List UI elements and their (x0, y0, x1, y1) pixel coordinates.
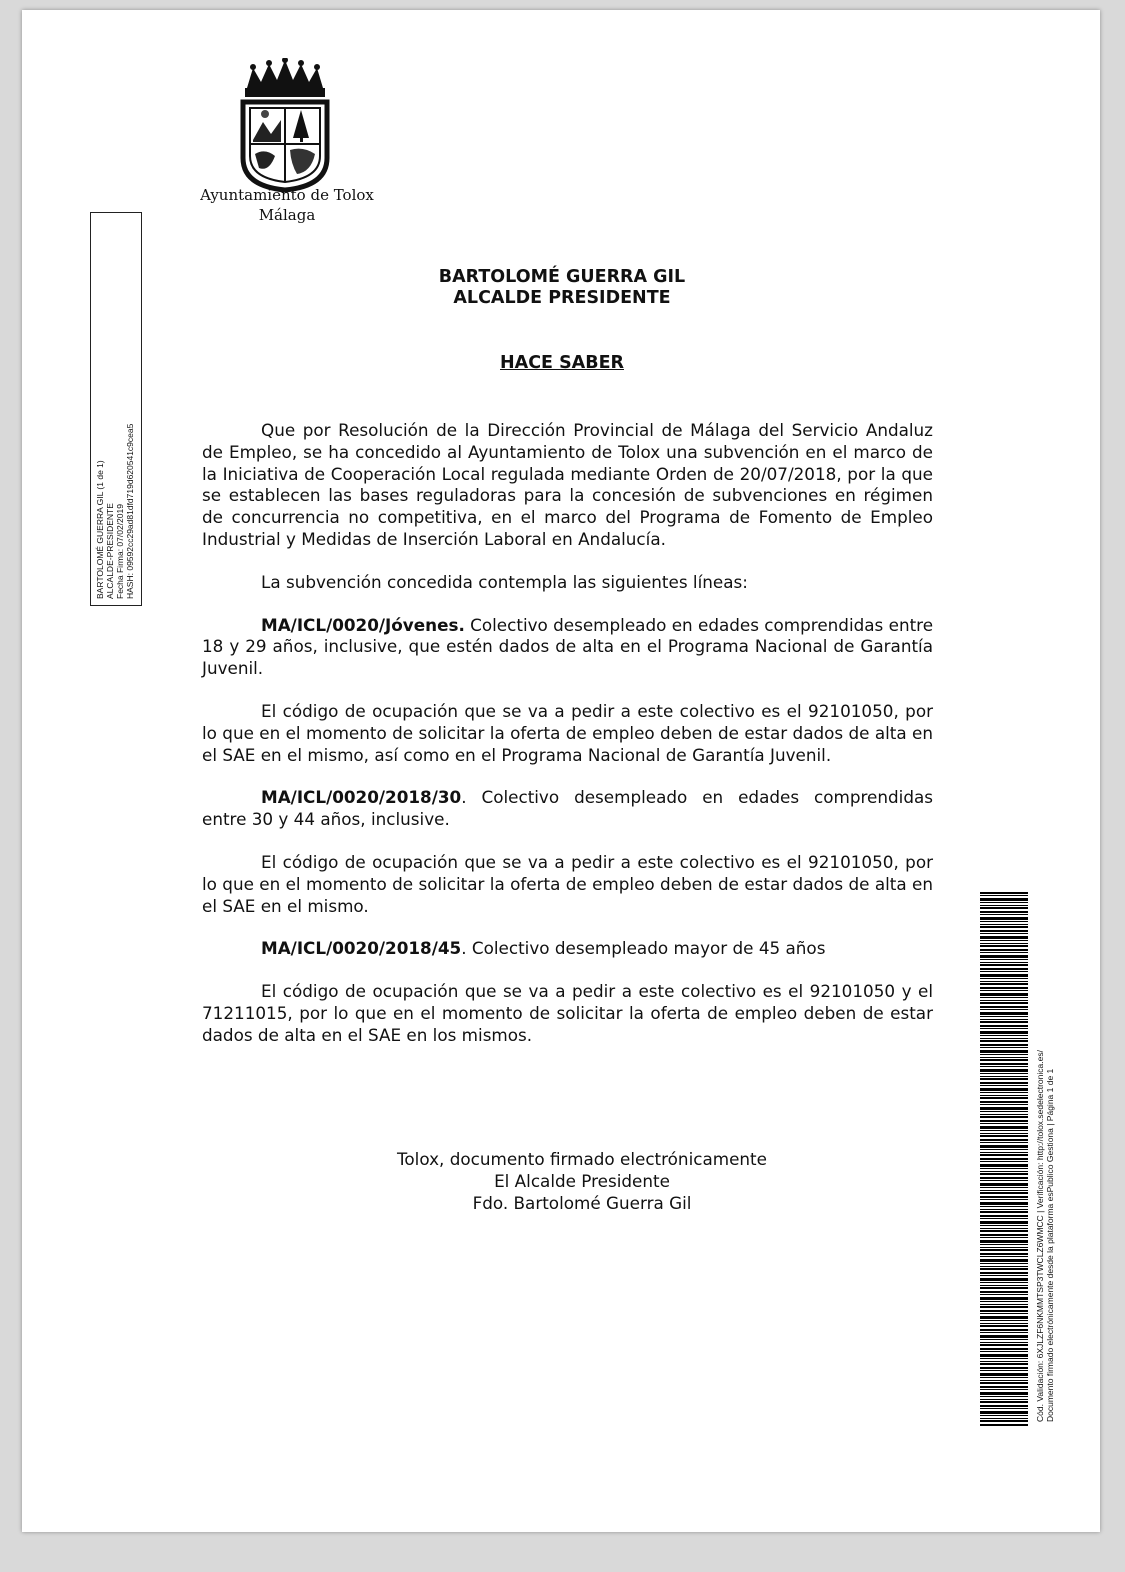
stamp-date: Fecha Firma: 07/02/2019 (115, 504, 125, 599)
verification-code: Cód. Validación: 6XJLZF6NKMMTSP3TWCLZ6WMCC | Verificación: http://tolox.sedelectronica.es/ (1035, 1050, 1045, 1422)
intro-paragraph: Que por Resolución de la Dirección Provincial de Málaga del Servicio Andaluz de Empleo, se ha concedido al Ayuntamiento de Tolox una subvención en el marco de la Iniciativa de Cooperación Local regulada mediante Orden de 20/07/2018, por la que se establecen las bases reguladoras para la concesión de subvenciones en régimen de concurrencia no competitiva, en el marco del Programa de Fomento de Empleo Industrial y Medidas de Inserción Laboral en Andalucía. (202, 420, 933, 549)
signature-block (302, 1148, 862, 1214)
line1-paragraph (202, 615, 933, 680)
notice-heading: HACE SABER (500, 353, 624, 373)
signature-role: El Alcalde Presidente (494, 1171, 670, 1191)
line2-text: . Colectivo desempleado en edades comprendidas entre 30 y 44 años, inclusive. (202, 787, 933, 830)
line3-code: MA/ICL/0020/2018/45 (261, 938, 462, 959)
line2-paragraph (202, 787, 933, 831)
organization-province: Málaga (258, 206, 316, 224)
mayor-role: ALCALDE PRESIDENTE (453, 288, 671, 308)
signature-stamp (90, 212, 142, 606)
line1-code: MA/ICL/0020/Jóvenes. (261, 614, 465, 635)
line3-paragraph (202, 938, 933, 960)
mayor-header (202, 267, 922, 309)
lines-intro-paragraph: La subvención concedida contempla las siguientes líneas: (261, 571, 748, 592)
verification-platform: Documento firmado electrónicamente desde la plataforma esPublico Gestiona | Página 1 de 1 (1045, 1068, 1055, 1422)
stamp-signer: BARTOLOMÉ GUERRA GIL (1 de 1) (95, 460, 105, 599)
notice-body (202, 420, 933, 1068)
line1-text: Colectivo desempleado en edades comprendidas entre 18 y 29 años, inclusive, que estén dados de alta en el Programa Nacional de Garantía Juvenil. (202, 614, 934, 679)
validation-barcode (980, 892, 1028, 1426)
line2-code: MA/ICL/0020/2018/30 (261, 787, 462, 808)
stamp-hash: HASH: 09592cc29ad81dfd719d620541c9cea5 (125, 423, 135, 599)
line1-occupation-paragraph: El código de ocupación que se va a pedir a este colectivo es el 92101050, por lo que en el momento de solicitar la oferta de empleo deben de estar dados de alta en el SAE en el mismo, así como en el Programa Nacional de Garantía Juvenil. (202, 700, 933, 765)
mayor-name: BARTOLOMÉ GUERRA GIL (438, 267, 686, 287)
organization-name (192, 185, 382, 225)
signature-stamp-text (95, 219, 135, 599)
line3-text: . Colectivo desempleado mayor de 45 años (461, 938, 826, 959)
line3-occupation-paragraph: El código de ocupación que se va a pedir a este colectivo es el 92101050 y el 71211015, por lo que en el momento de solicitar la oferta de empleo deben de estar dados de alta en el SAE en los mismos. (202, 981, 933, 1045)
verification-text (1035, 972, 1055, 1422)
stamp-role: ALCALDE-PRESIDENTE (105, 503, 115, 599)
document-page (22, 10, 1100, 1532)
organization-town: Ayuntamiento de Tolox (200, 186, 374, 204)
signature-place: Tolox, documento firmado electrónicamente (397, 1149, 767, 1169)
line2-occupation-paragraph: El código de ocupación que se va a pedir a este colectivo es el 92101050, por lo que en el momento de solicitar la oferta de empleo deben de estar dados de alta en el SAE en el mismo. (202, 851, 933, 916)
coat-of-arms-icon (235, 58, 335, 193)
signature-name: Fdo. Bartolomé Guerra Gil (472, 1193, 692, 1213)
